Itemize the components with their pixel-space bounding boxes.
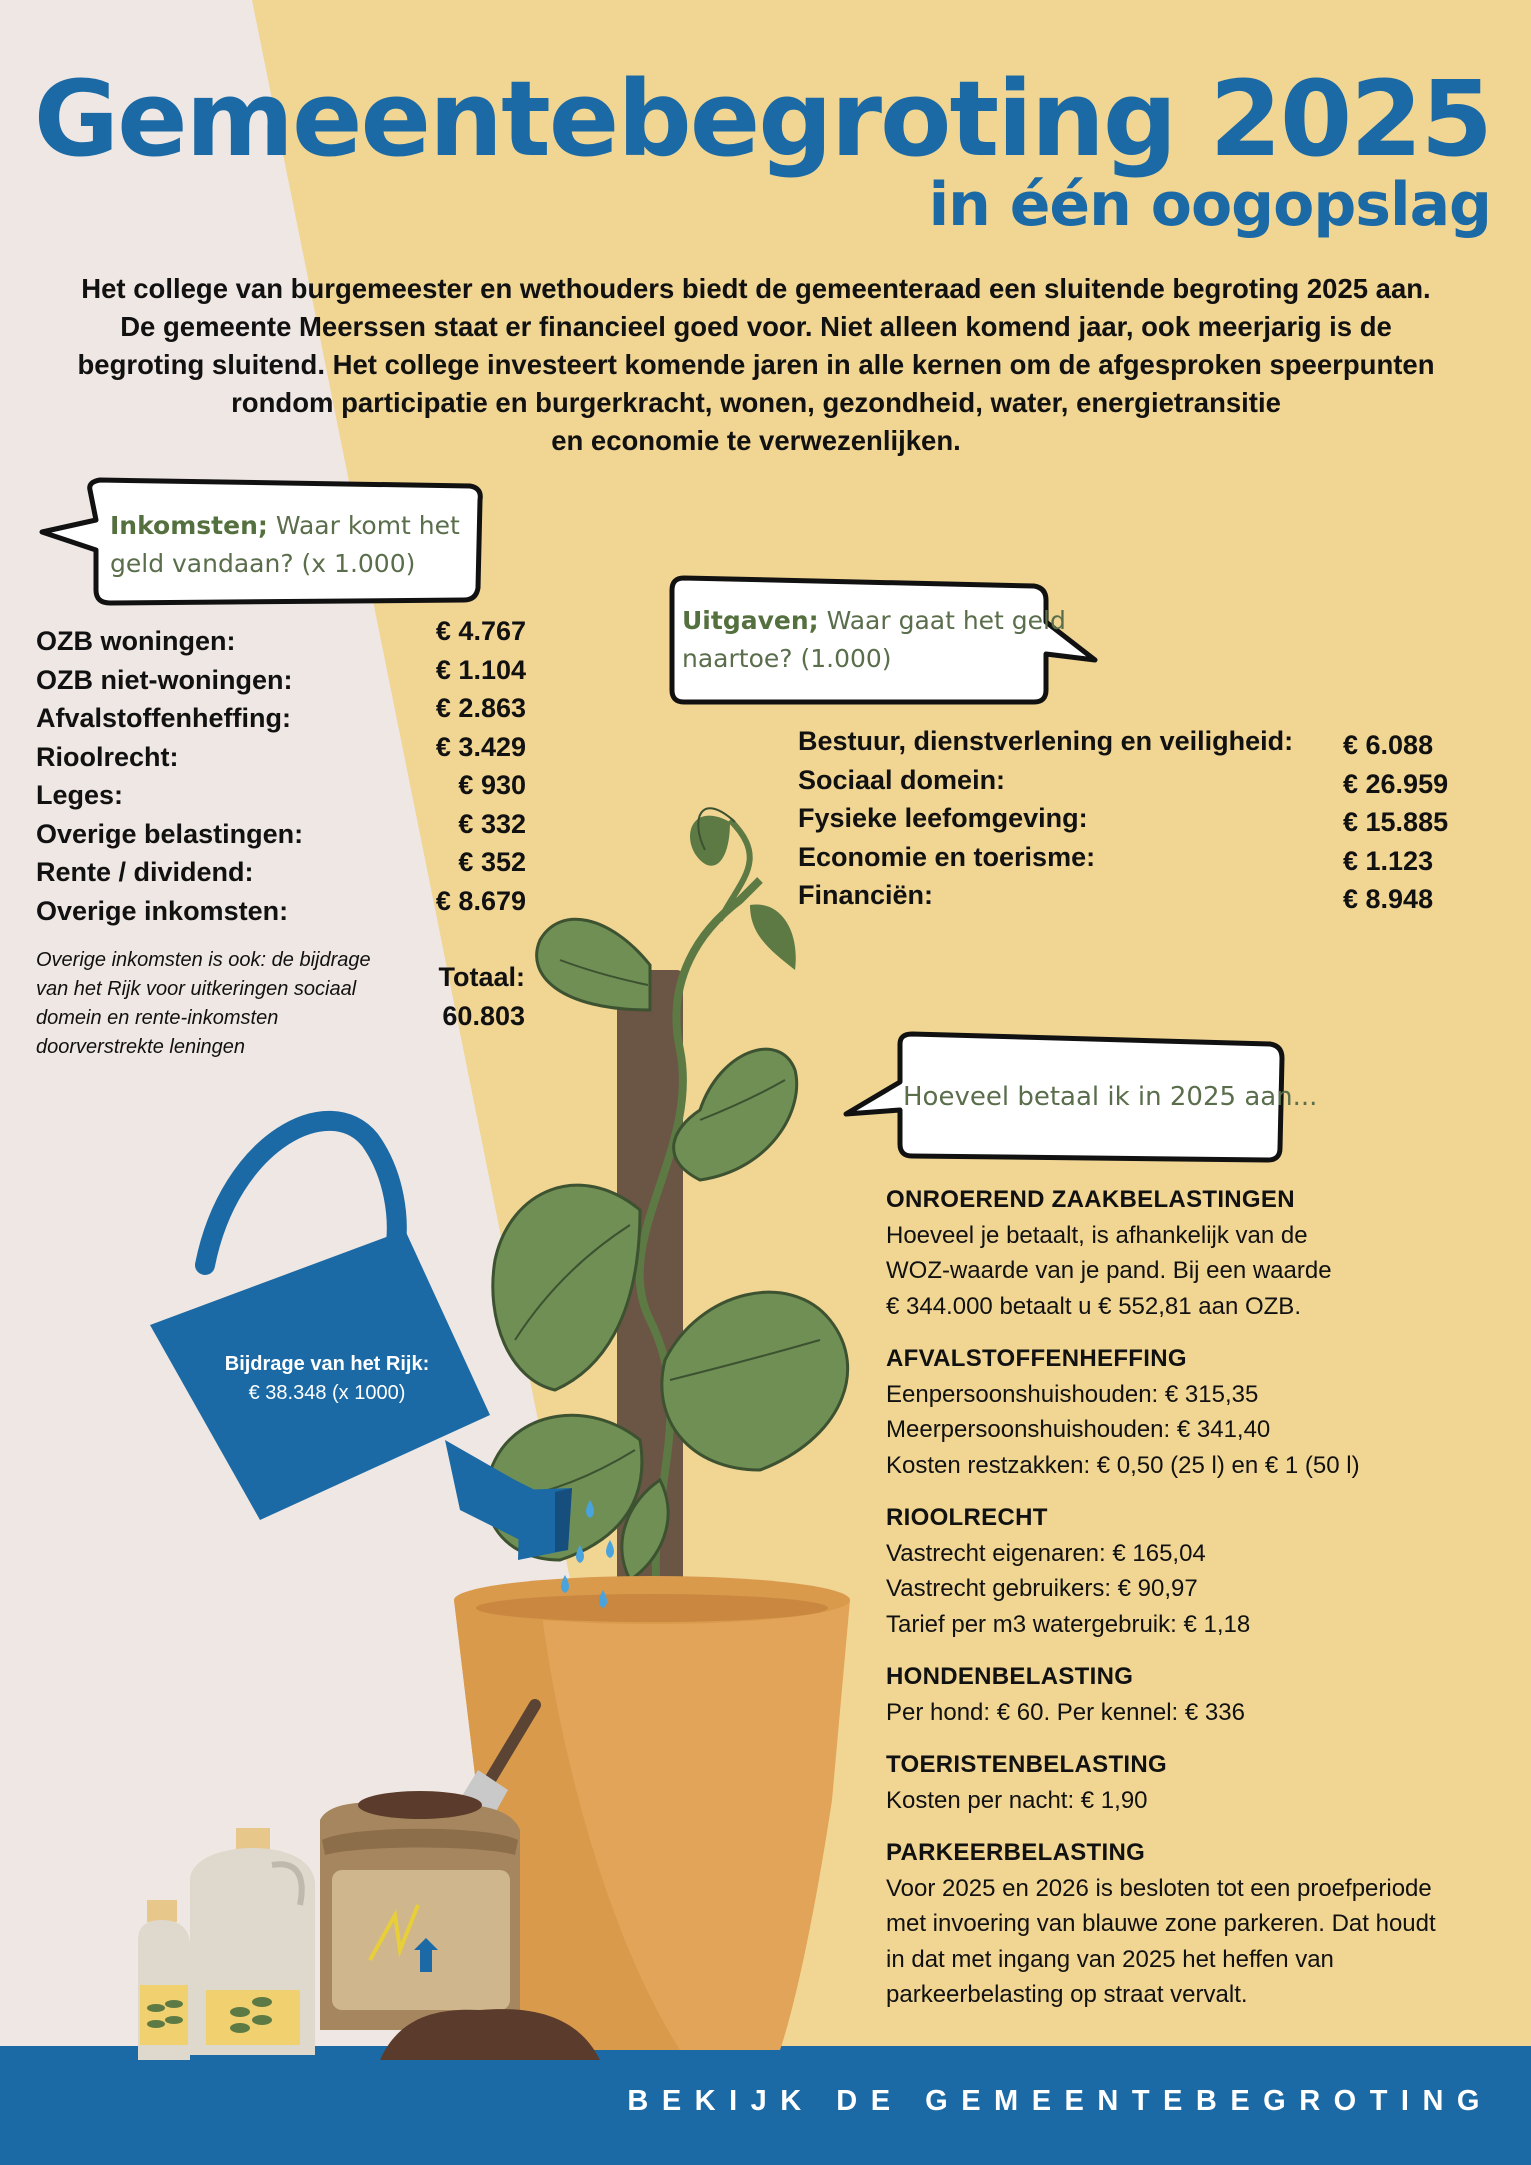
intro-text <box>40 270 1472 460</box>
expense-row <box>798 842 1458 881</box>
expense-row <box>798 880 1458 919</box>
pay-sections <box>886 1182 1506 2013</box>
expense-label: Sociaal domein: <box>798 764 1006 795</box>
income-bubble-bold: Inkomsten; <box>110 511 268 540</box>
expenses-bubble-text <box>682 602 1066 678</box>
income-total-value: 60.803 <box>442 1001 525 1031</box>
income-bubble-line1: Waar komt het <box>275 511 460 540</box>
section-line: met invoering van blauwe zone parkeren. Dat houdt <box>886 1910 1436 1937</box>
rijk-value: € 38.348 (x 1000) <box>248 1382 406 1404</box>
income-row <box>36 808 526 856</box>
income-value: € 352 <box>458 847 526 877</box>
intro-line: De gemeente Meerssen staat er financieel goed voor. Niet alleen komend jaar, ook meerjarig is de <box>120 311 1392 342</box>
expense-label: Bestuur, dienstverlening en veiligheid: <box>798 726 1294 756</box>
income-label: OZB woningen: <box>36 626 236 656</box>
income-value: € 3.429 <box>435 731 526 762</box>
expense-value: € 1.123 <box>1343 845 1434 876</box>
section-heading: AFVALSTOFFENHEFFING <box>886 1345 1187 1372</box>
income-label: Rioolrecht: <box>36 741 179 772</box>
section-line: Vastrecht gebruikers: € 90,97 <box>886 1575 1198 1602</box>
expense-value: € 8.948 <box>1343 884 1434 914</box>
intro-line: begroting sluitend. Het college investeert komende jaren in alle kernen om de afgesproken speerpunten <box>77 349 1435 380</box>
income-note <box>36 946 436 1062</box>
note-line: domein en rente-inkomsten <box>36 1007 279 1029</box>
section-heading: PARKEERBELASTING <box>886 1839 1146 1866</box>
income-label: Rente / dividend: <box>36 857 254 887</box>
section-line: € 344.000 betaalt u € 552,81 aan OZB. <box>886 1292 1301 1320</box>
view-budget-link[interactable]: BEKIJK DE GEMEENTEBEGROTING <box>627 2085 1493 2117</box>
expense-row <box>798 803 1458 842</box>
expense-value: € 15.885 <box>1343 807 1449 837</box>
income-value: € 1.104 <box>435 654 526 685</box>
expenses-list <box>798 726 1458 919</box>
expense-value: € 26.959 <box>1343 768 1449 799</box>
expenses-bubble-line1: Waar gaat het geld <box>826 606 1066 635</box>
intro-line: Het college van burgemeester en wethouders biedt de gemeenteraad een sluitende begroting 2025 aan. <box>81 273 1431 304</box>
income-value: € 930 <box>458 770 526 800</box>
section-line: Voor 2025 en 2026 is besloten tot een proefperiode <box>886 1874 1432 1902</box>
expense-row <box>798 765 1458 804</box>
income-label: Leges: <box>36 780 124 810</box>
income-row <box>36 731 526 779</box>
expense-value: € 6.088 <box>1343 730 1434 760</box>
rijk-label: Bijdrage van het Rijk: <box>224 1353 430 1375</box>
section-line: Meerpersoonshuishouden: € 341,40 <box>886 1416 1271 1443</box>
page-title: Gemeentebegroting 2025 <box>33 58 1491 180</box>
income-value: € 2.863 <box>435 693 526 723</box>
section-line: Per hond: € 60. Per kennel: € 336 <box>886 1698 1245 1726</box>
income-label: Afvalstoffenheffing: <box>36 703 291 733</box>
expense-label: Fysieke leefomgeving: <box>798 803 1088 833</box>
section-line: parkeerbelasting op straat vervalt. <box>886 1981 1248 2008</box>
income-bubble-text <box>110 507 460 583</box>
intro-line: en economie te verwezenlijken. <box>551 425 961 456</box>
watering-can-label <box>200 1350 454 1408</box>
page-subtitle: in één oogopslag <box>928 170 1491 240</box>
note-line: Overige inkomsten is ook: de bijdrage <box>36 949 371 971</box>
income-list <box>36 616 526 932</box>
income-bubble-line2: geld vandaan? (x 1.000) <box>110 549 416 578</box>
bottle-icon <box>138 1828 315 2060</box>
expenses-bubble-line2: naartoe? (1.000) <box>682 644 892 673</box>
section-heading: HONDENBELASTING <box>886 1663 1134 1690</box>
section-line: Hoeveel je betaalt, is afhankelijk van de <box>886 1221 1308 1249</box>
section-line: Eenpersoonshuishouden: € 315,35 <box>886 1380 1259 1408</box>
income-value: € 8.679 <box>435 885 526 916</box>
section-heading: RIOOLRECHT <box>886 1504 1048 1531</box>
income-row <box>36 885 526 933</box>
expense-label: Economie en toerisme: <box>798 841 1096 872</box>
pay-bubble-text: Hoeveel betaal ik in 2025 aan... <box>903 1082 1318 1112</box>
expense-row <box>798 726 1458 765</box>
section-heading: TOERISTENBELASTING <box>886 1751 1167 1778</box>
section-line: Kosten per nacht: € 1,90 <box>886 1786 1148 1814</box>
note-line: doorverstrekte leningen <box>36 1036 246 1058</box>
income-value: € 332 <box>458 808 526 839</box>
intro-line: rondom participatie en burgerkracht, wonen, gezondheid, water, energietransitie <box>231 387 1281 418</box>
note-line: van het Rijk voor uitkeringen sociaal <box>36 978 357 1000</box>
section-line: in dat met ingang van 2025 het heffen van <box>886 1945 1334 1973</box>
expenses-bubble-bold: Uitgaven; <box>682 606 819 635</box>
income-row <box>36 770 526 817</box>
income-label: Overige inkomsten: <box>36 895 289 926</box>
expense-label: Financiën: <box>798 880 934 910</box>
section-line: WOZ-waarde van je pand. Bij een waarde <box>886 1257 1332 1284</box>
income-label: OZB niet-woningen: <box>36 664 293 695</box>
income-label: Overige belastingen: <box>36 818 304 849</box>
section-line: Kosten restzakken: € 0,50 (25 l) en € 1 (50 l) <box>886 1451 1360 1479</box>
section-line: Vastrecht eigenaren: € 165,04 <box>886 1539 1206 1567</box>
section-line: Tarief per m3 watergebruik: € 1,18 <box>886 1610 1251 1638</box>
income-total-label: Totaal: <box>438 962 525 992</box>
income-value: € 4.767 <box>435 616 526 646</box>
section-heading: ONROEREND ZAAKBELASTINGEN <box>886 1186 1295 1213</box>
